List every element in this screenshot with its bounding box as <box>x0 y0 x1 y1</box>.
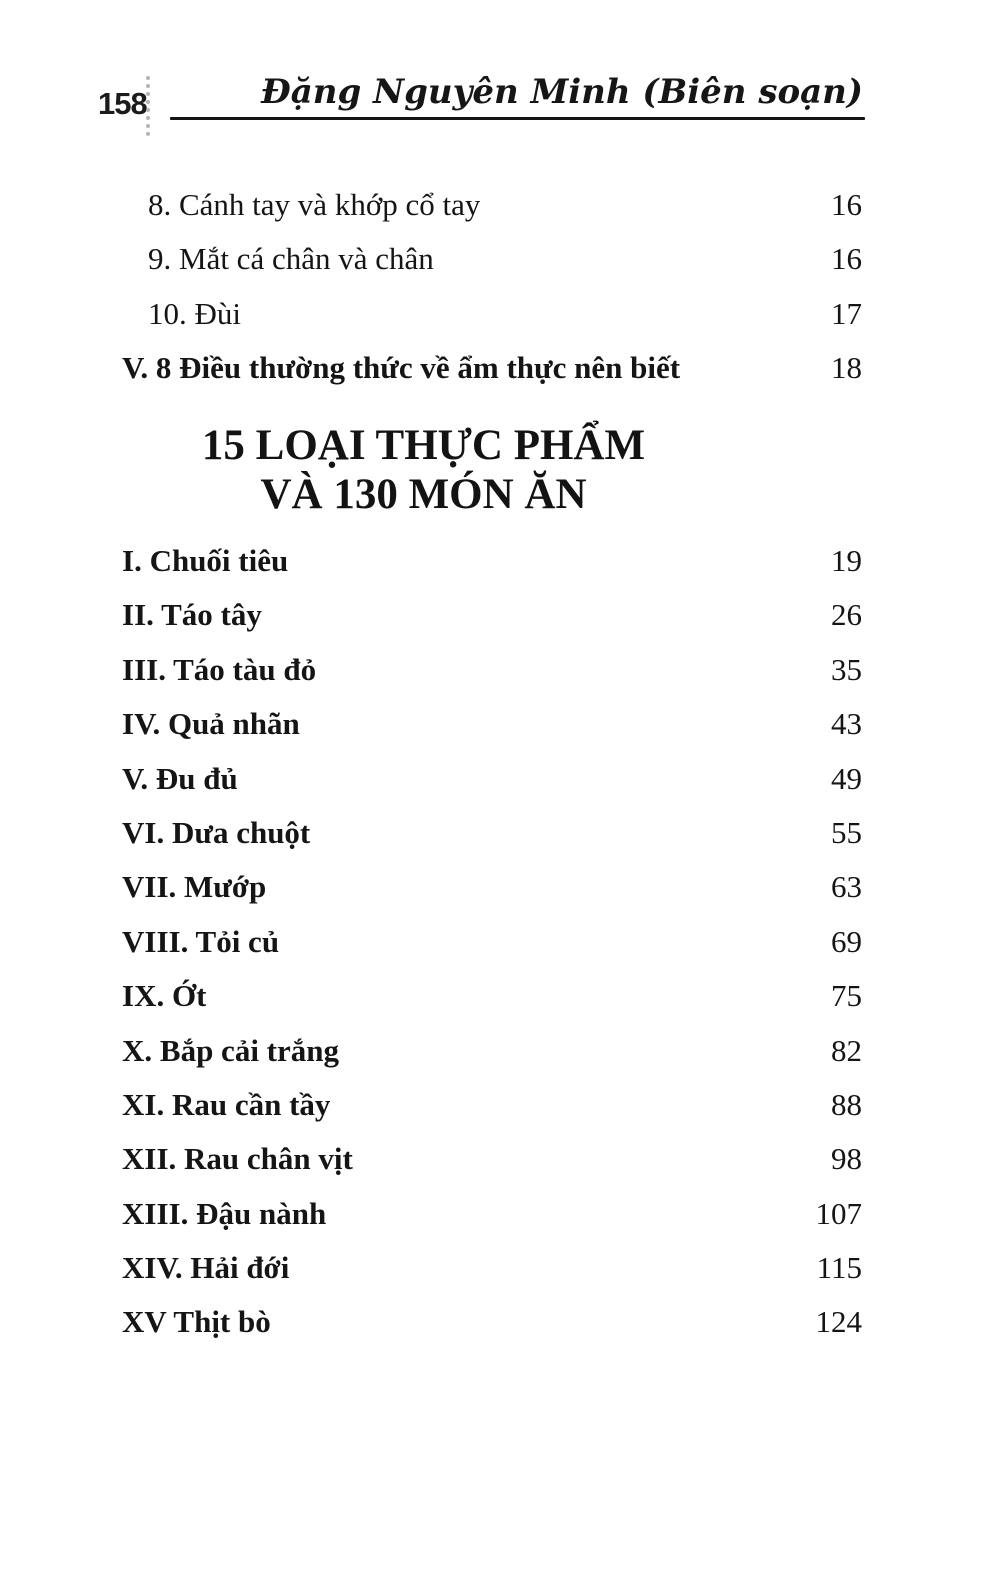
toc-row <box>122 588 862 642</box>
toc-entry-label: V. 8 Điều thường thức về ẩm thực nên biết <box>122 350 681 386</box>
toc-entry-page: 17 <box>831 295 862 331</box>
toc-row <box>122 178 862 232</box>
toc-entry-page: 98 <box>831 1141 862 1177</box>
toc-entry-label: XII. Rau chân vịt <box>122 1141 353 1177</box>
section-title <box>122 421 725 519</box>
toc-row <box>122 534 862 588</box>
toc-row <box>122 232 862 286</box>
toc-entry-page: 35 <box>831 651 862 687</box>
toc-entry-label: 8. Cánh tay và khớp cổ tay <box>148 187 481 222</box>
toc-entry-page: 43 <box>831 706 862 742</box>
toc-row <box>122 1241 862 1295</box>
toc-entry-page: 18 <box>831 350 862 386</box>
toc-entry-label: 9. Mắt cá chân và chân <box>148 241 434 277</box>
toc-entry-label: XIII. Đậu nành <box>122 1195 327 1231</box>
toc-entry-page: 88 <box>831 1086 862 1122</box>
toc-entry-page: 75 <box>831 978 862 1014</box>
toc-entry-page: 82 <box>831 1032 862 1068</box>
toc-entry-page: 107 <box>815 1195 862 1231</box>
toc-row <box>122 1078 862 1132</box>
toc-row <box>122 341 862 395</box>
toc-row <box>122 752 862 806</box>
toc-row <box>122 287 862 341</box>
toc-entry-page: 19 <box>831 543 862 578</box>
toc-main-list <box>122 534 862 1350</box>
header-rule <box>170 117 865 120</box>
toc-entry-page: 49 <box>831 760 862 796</box>
toc-row <box>122 860 862 914</box>
toc-row <box>122 1132 862 1186</box>
toc-entry-label: XI. Rau cần tầy <box>122 1086 331 1122</box>
toc-entry-label: XV Thịt bò <box>122 1304 271 1340</box>
toc-entry-label: II. Táo tây <box>122 597 262 633</box>
toc-upper-list <box>122 178 862 396</box>
toc-entry-label: 10. Đùi <box>148 295 241 331</box>
toc-entry-label: XIV. Hải đới <box>122 1250 290 1286</box>
toc-row <box>122 969 862 1023</box>
toc-entry-label: IV. Quả nhãn <box>122 706 300 742</box>
toc-entry-label: III. Táo tàu đỏ <box>122 651 317 687</box>
section-title-line2: VÀ 130 MÓN ĂN <box>260 471 587 518</box>
toc-entry-label: IX. Ớt <box>122 978 207 1014</box>
toc-row <box>122 1187 862 1241</box>
section-title-line1: 15 LOẠI THỰC PHẨM <box>201 422 646 469</box>
toc-entry-label: I. Chuối tiêu <box>122 543 289 578</box>
toc-entry-label: V. Đu đủ <box>122 760 238 796</box>
dotted-divider <box>146 76 150 136</box>
toc-entry-label: VII. Mướp <box>122 869 267 905</box>
toc-row <box>122 806 862 860</box>
toc-entry-page: 69 <box>831 923 862 959</box>
toc-entry-label: VI. Dưa chuột <box>122 814 311 850</box>
toc-entry-page: 16 <box>831 187 862 222</box>
toc-row <box>122 915 862 969</box>
running-head-author: Đặng Nguyên Minh (Biên soạn) <box>260 72 863 112</box>
toc-entry-page: 26 <box>831 597 862 633</box>
toc-entry-label: VIII. Tỏi củ <box>122 923 280 959</box>
toc-row <box>122 1024 862 1078</box>
toc-row <box>122 697 862 751</box>
toc-entry-page: 124 <box>815 1304 862 1340</box>
toc-entry-label: X. Bắp cải trắng <box>122 1032 339 1068</box>
toc-row <box>122 643 862 697</box>
toc-entry-page: 63 <box>831 869 862 905</box>
folio-page-number: 158 <box>98 86 147 121</box>
toc-entry-page: 115 <box>816 1250 862 1286</box>
toc-entry-page: 16 <box>831 241 862 277</box>
toc-row <box>122 1295 862 1349</box>
toc-entry-page: 55 <box>831 814 862 850</box>
